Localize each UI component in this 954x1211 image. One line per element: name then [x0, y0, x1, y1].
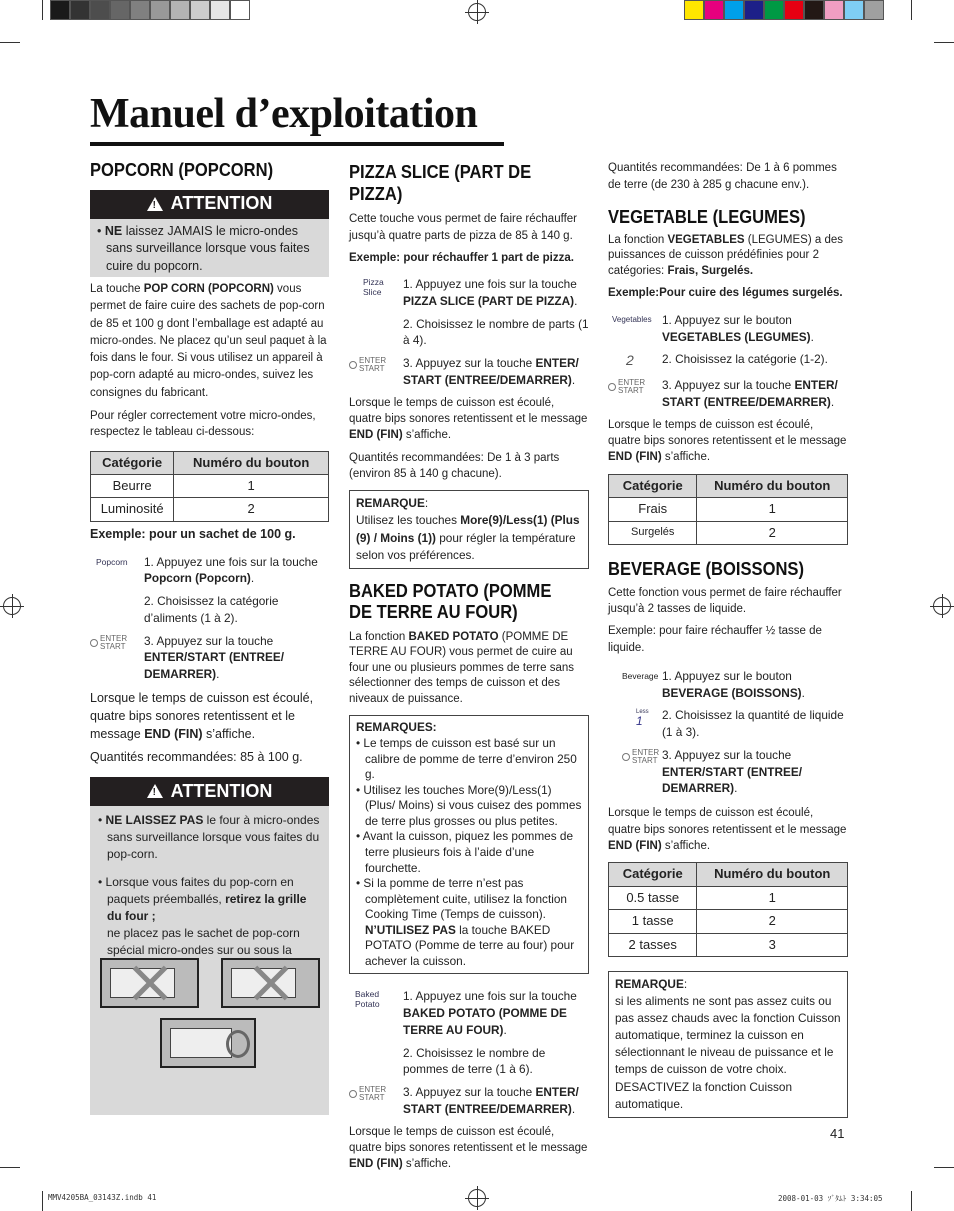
attention-header [90, 190, 329, 219]
text: La fonction [608, 233, 668, 246]
text: Lorsque le temps de cuisson est écoulé, quatre bips sonores retentissent et le message [349, 1125, 588, 1155]
step-text [144, 554, 329, 588]
text: 1. Appuyez une fois sur la touche [403, 989, 577, 1004]
text: . [250, 571, 255, 586]
list-item: • Utilisez les touches More(9)/Less(1) (Plus/ Moins) si vous cuisez des pommes de terre plus grosses ou plus petites. [356, 782, 582, 828]
microwave-without-rack-image [160, 1018, 256, 1068]
text: . [571, 1101, 576, 1116]
vegetable-step-3 [608, 377, 848, 411]
vegetable-intro [608, 233, 848, 280]
note-text: si les aliments ne sont pas assez cuits ou pas assez chauds avec la fonction Cuisson automatique, terminez la cuisson en sélectionnant le niveau de puissance et le temps de cuisson de votre choix. DESACTIVEZ la fonction Cuisson automatique. [615, 994, 841, 1111]
beverage-intro: Cette fonction vous permet de faire réchauffer jusqu’à 2 tasses de liquide. [608, 586, 842, 615]
crop-mark [934, 42, 954, 43]
table-cell: 0.5 tasse [609, 886, 697, 909]
color-swatch [724, 0, 744, 20]
table-header: Numéro du bouton [697, 863, 848, 886]
color-swatch [684, 0, 704, 20]
color-swatch [230, 0, 250, 20]
text: . [574, 293, 578, 308]
step-text [662, 377, 848, 411]
text: le four à micro-ondes sans surveillance lorsque vous faites du pop-corn. [107, 812, 320, 861]
blank-icon [349, 1045, 403, 1079]
key-name: ENTER/START (ENTREE/ DEMARRER) [662, 764, 803, 796]
text: La touche [90, 283, 144, 296]
crop-mark [934, 1167, 954, 1168]
table-cell: Luminosité [91, 498, 174, 521]
table-cell: 1 [697, 886, 848, 909]
note-label: REMARQUE [615, 976, 684, 991]
grayscale-bar [50, 0, 250, 20]
text: 3. Appuyez sur la touche [403, 1085, 536, 1100]
icon-text: Potato [355, 998, 380, 1009]
text: s’affiche. [402, 429, 452, 442]
icon-text: Baked [355, 989, 380, 1000]
text: la touche BAKED POTATO (Pomme de terre au four) pour achever la cuisson. [365, 922, 575, 968]
vegetable-step-1 [608, 312, 848, 346]
table-cell: 3 [697, 933, 848, 956]
less-key-icon [608, 707, 662, 741]
microwave-with-rack-image [221, 958, 320, 1008]
text: 3. Appuyez sur la touche [144, 633, 274, 648]
digit-2-icon: 2 [626, 352, 634, 369]
text: Utilisez les touches [356, 513, 461, 528]
potato-step-1 [349, 988, 589, 1038]
step-text [662, 668, 848, 702]
step-text [403, 276, 589, 310]
step-text [144, 633, 329, 683]
crop-mark [911, 0, 912, 20]
beverage-step-3 [608, 747, 848, 797]
color-swatch [844, 0, 864, 20]
table-cell: 2 [697, 521, 848, 544]
potato-notes-list [356, 736, 582, 969]
attention-label: ATTENTION [170, 193, 273, 214]
vegetable-beverage-column [608, 160, 848, 1118]
text: La fonction [349, 630, 409, 643]
attention-text: laissez JAMAIS le micro-ondes sans surveillance lorsque vous faites cuire du popcorn. [106, 223, 310, 273]
crop-mark [42, 0, 43, 20]
beverage-end [608, 805, 848, 854]
registration-mark-top [468, 3, 486, 21]
popcorn-end [90, 689, 329, 743]
table-row [609, 886, 848, 909]
list-item: • Si la pomme de terre n’est pas complètement cuite, utilisez la fonction Cooking Time (Temps de cuisson). [356, 876, 567, 922]
end-message: END (FIN) [608, 839, 662, 852]
text: 3. Appuyez sur la touche [662, 747, 792, 762]
step-text: 2. Choisissez le nombre de pommes de terre (1 à 6). [403, 1045, 546, 1077]
beverage-key-icon: Beverage [622, 670, 659, 681]
crop-mark [0, 1167, 20, 1168]
step-text [662, 747, 848, 797]
text: . [216, 667, 220, 682]
attention-item: • Lorsque vous faites du pop-corn en paquets préemballés, retirez la grille du four ; ne placez pas le sachet de pop-corn spécial micro-ondes sur ou sous la [98, 874, 321, 975]
table-header: Numéro du bouton [697, 474, 848, 497]
pizza-heading: PIZZA SLICE (PART DE PIZZA) [349, 162, 532, 204]
pizza-slice-key-icon [349, 276, 403, 310]
vegetable-step-2 [608, 351, 848, 371]
pizza-potato-column [349, 162, 589, 1173]
key-name: Popcorn (Popcorn) [144, 571, 251, 586]
list-item [356, 923, 582, 970]
key-name: POP CORN (POPCORN) [143, 283, 274, 296]
popcorn-example: Exemple: pour un sachet de 100 g. [90, 526, 296, 541]
text: s’affiche. [202, 727, 256, 742]
popcorn-step-1 [90, 554, 329, 588]
footer-timestamp: 2008-01-03 ｿﾞﾀﾑﾄ 3:34:05 [778, 1194, 883, 1203]
potato-step-2 [349, 1045, 589, 1079]
end-message: END (FIN) [349, 1158, 403, 1171]
key-name: BEVERAGE (BOISSONS) [662, 685, 802, 700]
key-name: ENTER/ START (ENTREE/DEMARRER) [403, 356, 579, 387]
text: (POMME DE TERRE AU FOUR) vous permet de cuire au four une ou plusieurs pommes de terre sans sélectionner des temps de cuisson et des niveaux de puissance. [349, 630, 575, 705]
table-row [609, 910, 848, 933]
color-swatch [130, 0, 150, 20]
color-swatch [824, 0, 844, 20]
popcorn-intro [90, 281, 329, 402]
table-row [609, 521, 848, 544]
beverage-example: Exemple: pour faire réchauffer ½ tasse de liquide. [608, 625, 822, 654]
key-name: ENTER/ START (ENTREE/DEMARRER) [662, 378, 838, 409]
icon-text: Less [636, 709, 649, 716]
enter-start-icon: ENTER START [349, 355, 403, 389]
beverage-heading: BEVERAGE (BOISSONS) [608, 559, 804, 580]
table-header: Numéro du bouton [174, 451, 329, 474]
auto-cook-note-box: REMARQUE: si les aliments ne sont pas assez cuits ou pas assez chauds avec la fonction Cuisson automatique, terminez la cuisson en sélectionnant le niveau de puissance et le temps de cuisson de votre choix. DESACTIVEZ la fonction Cuisson automatique. [608, 971, 848, 1118]
key-name: VEGETABLES (LEGUMES) [662, 329, 811, 344]
text: vous permet de faire cuire des sachets de pop-corn de 85 et 100 g dont l’emballage est adapté au micro-ondes. Ne placez qu’un seul paquet à la fois dans le four. Si vous utilisez un appareil à pop-corn adapté au micro-ondes, suivez les consignes du fabricant. [90, 283, 327, 399]
color-swatch [864, 0, 884, 20]
table-cell: Frais [609, 498, 697, 521]
key-name: PIZZA SLICE (PART DE PIZZA) [403, 293, 575, 308]
step-text: 2. Choisissez la quantité de liquide (1 à 3). [662, 708, 844, 740]
warning-icon [147, 197, 163, 211]
table-row [91, 498, 329, 521]
text: s’affiche. [661, 451, 711, 464]
vegetable-table [608, 474, 848, 545]
popcorn-key-icon: Popcorn [96, 556, 128, 567]
popcorn-step-3 [90, 633, 329, 683]
icon-text: Slice [363, 286, 382, 297]
text: Lorsque le temps de cuisson est écoulé, quatre bips sonores retentissent et le message [608, 418, 847, 448]
attention-item: • NE LAISSEZ PAS le four à micro-ondes sans surveillance lorsque vous faites du pop-corn. [98, 812, 320, 861]
pizza-example: Exemple: pour réchauffer 1 part de pizza. [349, 251, 574, 264]
title-underline [90, 142, 504, 146]
table-cell: 1 [174, 474, 329, 497]
start-label: START [100, 641, 126, 651]
registration-mark-right [933, 597, 951, 615]
potato-heading: BAKED POTATO (POMME DE TERRE AU FOUR) [349, 580, 552, 623]
table-header: Catégorie [609, 863, 697, 886]
beverage-table [608, 862, 848, 957]
pizza-step-2 [349, 316, 589, 350]
table-header: Catégorie [609, 474, 697, 497]
pizza-step-3 [349, 355, 589, 389]
color-swatch [170, 0, 190, 20]
potato-notes-box [349, 715, 589, 974]
attention-emphasis: NE [104, 223, 123, 238]
color-swatch [744, 0, 764, 20]
text: 3. Appuyez sur la touche [403, 356, 536, 371]
text: ne placez pas le sachet de pop-corn spécial micro-ondes sur ou sous la [107, 925, 300, 957]
color-swatch [190, 0, 210, 20]
step-text: 2. Choisissez le nombre de parts (1 à 4). [403, 316, 589, 348]
key-name: More(9)/Less(1) (Plus (9) / Moins (1)) [356, 513, 580, 545]
page-title: Manuel d’exploitation [90, 91, 478, 137]
vegetable-example: Exemple:Pour cuire des légumes surgelés. [608, 287, 843, 300]
color-swatch [110, 0, 130, 20]
color-swatch [764, 0, 784, 20]
registration-mark-left [3, 597, 21, 615]
popcorn-table [90, 451, 329, 522]
step-text [403, 355, 589, 389]
pizza-end [349, 395, 589, 444]
list-item: • Avant la cuisson, piquez les pommes de terre plusieurs fois à l’aide d’une fourchette. [356, 829, 574, 875]
text: 1. Appuyez sur le bouton [662, 668, 792, 683]
popcorn-qty: Quantités recommandées: 85 à 100 g. [90, 750, 303, 765]
step-text [403, 988, 589, 1038]
table-header: Catégorie [91, 451, 174, 474]
enter-start-icon: ENTER START [349, 1084, 403, 1118]
text: . [801, 685, 805, 700]
pizza-intro: Cette touche vous permet de faire réchauffer jusqu’à quatre parts de pizza de 85 à 140 g. [349, 213, 578, 242]
table-cell: 1 [697, 498, 848, 521]
end-message: END (FIN) [144, 727, 203, 742]
table-cell: 2 [697, 910, 848, 933]
text: Lorsque le temps de cuisson est écoulé, quatre bips sonores retentissent et le message [349, 396, 588, 425]
table-cell: 1 tasse [609, 910, 697, 933]
color-bar [684, 0, 884, 20]
popcorn-p2: Pour régler correctement votre micro-ondes, respectez le tableau ci-dessous: [90, 409, 316, 439]
enter-start-icon: ENTER START [608, 377, 662, 411]
color-swatch [784, 0, 804, 20]
attention-emphasis: retirez la grille du four ; [107, 892, 307, 923]
potato-end [349, 1124, 589, 1173]
table-row [609, 498, 848, 521]
text: 3. Appuyez sur la touche [662, 378, 795, 393]
attention-body: • NE laissez JAMAIS le micro-ondes sans surveillance lorsque vous faites cuire du popcorn. [90, 219, 329, 278]
attention-box-1 [90, 190, 329, 278]
beverage-step-1 [608, 668, 848, 702]
beverage-step-2 [608, 707, 848, 741]
key-name: ENTER/ START (ENTREE/DEMARRER) [403, 1085, 579, 1116]
blank-icon [90, 593, 144, 627]
step-text: 2. Choisissez la catégorie d’aliments (1 à 2). [144, 594, 279, 625]
end-message: END (FIN) [349, 429, 403, 442]
note-label: REMARQUE [356, 496, 425, 511]
popcorn-step-2 [90, 593, 329, 627]
potato-qty: Quantités recommandées: De 1 à 6 pommes de terre (de 230 à 285 g chacune env.). [608, 162, 837, 191]
blank-icon [349, 316, 403, 350]
color-swatch [804, 0, 824, 20]
table-cell: 2 tasses [609, 933, 697, 956]
text: . [503, 1022, 507, 1037]
step-text [662, 312, 848, 346]
key-name: VEGETABLES [667, 233, 745, 246]
text: . [810, 329, 814, 344]
color-swatch [50, 0, 70, 20]
step-text: 2. Choisissez la catégorie (1-2). [662, 352, 828, 367]
attention-header [90, 777, 329, 806]
key-name: ENTER/START (ENTREE/ DEMARRER) [144, 650, 285, 682]
notes-label: REMARQUES: [356, 720, 437, 735]
table-row [91, 474, 329, 497]
text: Lorsque vous faites du pop-corn en paquets préemballés, [105, 875, 294, 907]
text: pour régler la température selon vos préférences. [356, 530, 576, 562]
vegetable-end [608, 417, 848, 466]
list-item: • Le temps de cuisson est basé sur un calibre de pomme de terre d’environ 250 g. [356, 736, 577, 782]
enter-start-icon [90, 633, 144, 683]
color-swatch [90, 0, 110, 20]
text: s’affiche. [402, 1158, 452, 1171]
icon-text: Pizza [363, 277, 384, 288]
end-message: END (FIN) [608, 451, 662, 464]
categories: Frais, Surgelés. [667, 264, 754, 277]
page-number: 41 [830, 1126, 845, 1141]
text: 1. Appuyez une fois sur la touche [144, 554, 318, 569]
color-swatch [150, 0, 170, 20]
baked-potato-key-icon [349, 988, 403, 1038]
vegetables-key-icon: Vegetables [612, 314, 652, 324]
crop-mark [0, 42, 20, 43]
pizza-qty: Quantités recommandées: De 1 à 3 parts (environ 85 à 140 g chacune). [349, 451, 560, 480]
text: . [734, 781, 738, 796]
text: s’affiche. [661, 839, 711, 852]
text: (LEGUMES) a des puissances de cuisson prédéfinies pour 2 catégories: [608, 233, 843, 277]
table-cell: Surgelés [609, 521, 697, 544]
color-swatch [70, 0, 90, 20]
warning-emphasis: N’UTILISEZ PAS [365, 922, 456, 937]
potato-intro [349, 630, 589, 708]
footer-file-name: MMV4205BA_03143Z.indb 41 [48, 1193, 157, 1202]
table-cell: Beurre [91, 474, 174, 497]
popcorn-heading: POPCORN (POPCORN) [90, 160, 274, 180]
crop-mark [911, 1191, 912, 1211]
microwave-with-rack-image [100, 958, 199, 1008]
warning-icon [147, 784, 163, 798]
pizza-step-1 [349, 276, 589, 310]
step-text [403, 1084, 589, 1118]
potato-step-3 [349, 1084, 589, 1118]
text: . [571, 372, 576, 387]
text: 1. Appuyez sur le bouton [662, 312, 792, 327]
text: 1. Appuyez une fois sur la touche [403, 277, 577, 292]
key-name: BAKED POTATO (POMME DE TERRE AU FOUR) [403, 1006, 567, 1037]
text: Lorsque le temps de cuisson est écoulé, quatre bips sonores retentissent et le message [90, 690, 314, 742]
table-row [609, 933, 848, 956]
text: . [830, 394, 835, 409]
color-swatch [210, 0, 230, 20]
key-name: BAKED POTATO [408, 630, 499, 643]
attention-label: ATTENTION [170, 780, 273, 801]
table-cell: 2 [174, 498, 329, 521]
attention-emphasis: NE LAISSEZ PAS [105, 812, 204, 827]
text: Lorsque le temps de cuisson est écoulé, quatre bips sonores retentissent et le message [608, 807, 847, 836]
pizza-note-box: REMARQUE: Utilisez les touches More(9)/Less(1) (Plus (9) / Moins (1)) pour régler la température selon vos préférences. [349, 490, 589, 568]
registration-mark-bottom [468, 1189, 486, 1207]
color-swatch [704, 0, 724, 20]
enter-start-icon: ENTER START [608, 747, 662, 797]
icon-text: 1 [636, 714, 643, 729]
enter-label: ENTER [100, 633, 128, 643]
crop-mark [42, 1191, 43, 1211]
vegetable-heading: VEGETABLE (LEGUMES) [608, 207, 806, 228]
